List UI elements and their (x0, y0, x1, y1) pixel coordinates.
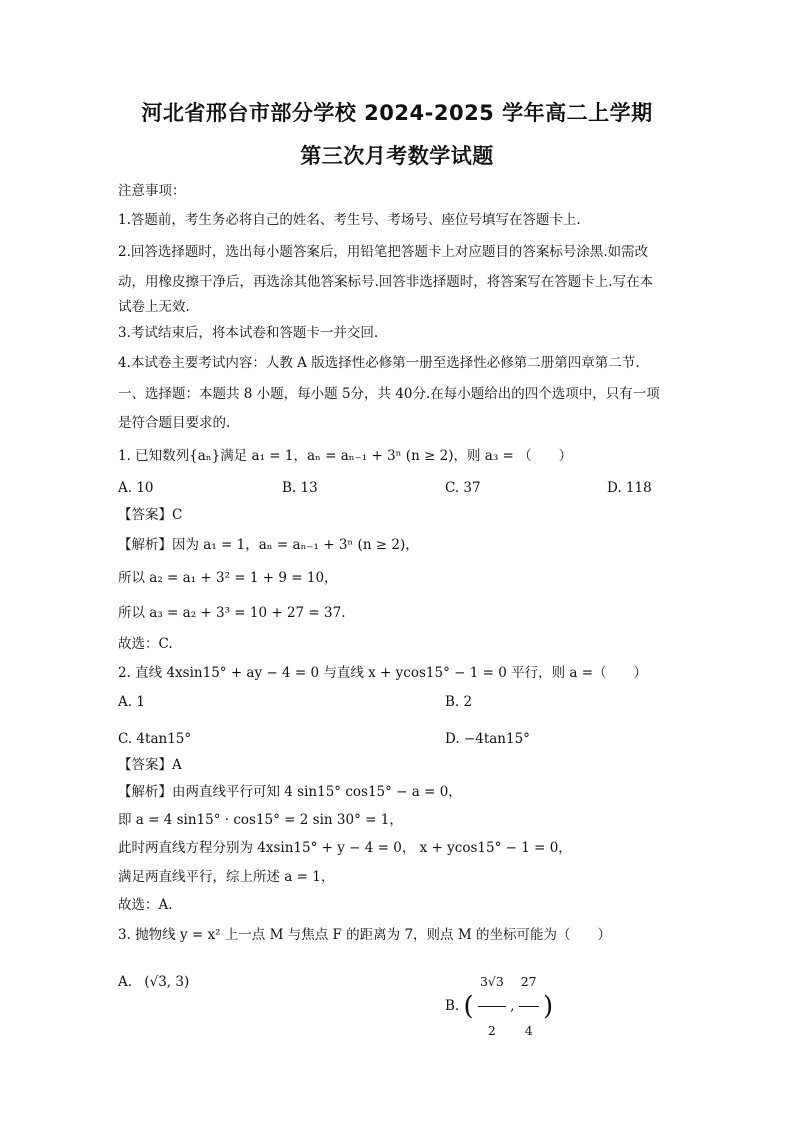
question-3-option-a-label: A. (118, 974, 133, 990)
question-3-option-b-label: B. (445, 998, 460, 1014)
question-3-option-a-value: (√3, 3) (144, 974, 190, 990)
question-2-solution-line3: 此时两直线方程分别为 4xsin15° + y − 4 = 0， x + ycos15° − 1 = 0， (118, 840, 572, 856)
question-1-stem: 1. 已知数列{aₙ}满足 a₁ = 1，aₙ = aₙ₋₁ + 3ⁿ (n ≥ 2)，则 a₃ = （ ） (118, 448, 573, 464)
question-1-option-a: A. 10 (118, 480, 154, 496)
question-1-solution-line2: 所以 a₂ = a₁ + 3² = 1 + 9 = 10， (118, 570, 338, 586)
note-4: 4.本试卷主要考试内容：人教 A 版选择性必修第一册至选择性必修第二册第四章第二节. (118, 355, 640, 371)
question-2-option-d: D. −4tan15° (445, 731, 530, 747)
question-1-solution-line4: 故选：C. (118, 636, 173, 652)
question-3-stem: 3. 抛物线 y = x² 上一点 M 与焦点 F 的距离为 7，则点 M 的坐标可能为（ ） (118, 927, 611, 943)
left-paren-symbol: ( (463, 991, 474, 1022)
fraction2-numerator: 27 (519, 958, 539, 1007)
note-2-line2: 动，用橡皮擦干净后，再选涂其他答案标号.回答非选择题时，将答案写在答题卡上.写在本 (118, 274, 654, 290)
question-3-option-b-fraction2 (519, 958, 539, 1055)
question-1-answer: 【答案】C (118, 507, 183, 523)
page-title-line2: 第三次月考数学试题 (300, 144, 494, 168)
question-2-option-c: C. 4tan15° (118, 731, 192, 747)
question-3-option-b-fraction1 (478, 958, 506, 1055)
question-2-solution-line1: 【解析】由两直线平行可知 4 sin15° cos15° − a = 0， (118, 784, 462, 800)
page-title-line1: 河北省邢台市部分学校 2024-2025 学年高二上学期 (141, 101, 653, 125)
right-paren-symbol: ) (542, 991, 554, 1022)
question-1-option-c: C. 37 (445, 480, 481, 496)
note-2-line3: 试卷上无效. (118, 299, 190, 315)
question-1-solution-line1: 【解析】因为 a₁ = 1，aₙ = aₙ₋₁ + 3ⁿ (n ≥ 2)， (118, 537, 419, 553)
comma-symbol: , (510, 998, 515, 1014)
question-2-answer: 【答案】A (118, 757, 182, 773)
question-2-solution-line5: 故选：A. (118, 897, 173, 913)
question-2-solution-line2: 即 a = 4 sin15° · cos15° = 2 sin 30° = 1， (118, 812, 403, 828)
question-3-option-b (445, 958, 553, 1055)
fraction2-denominator: 4 (524, 1023, 533, 1038)
question-2-option-b: B. 2 (445, 694, 473, 710)
question-2-stem: 2. 直线 4xsin15° + ay − 4 = 0 与直线 x + ycos15° − 1 = 0 平行，则 a =（ ） (118, 665, 648, 681)
question-3-option-a (118, 962, 189, 1002)
fraction1-numerator: 3√3 (478, 958, 506, 1007)
question-1-solution-line3: 所以 a₃ = a₂ + 3³ = 10 + 27 = 37. (118, 605, 346, 621)
question-1-option-b: B. 13 (282, 480, 318, 496)
section-heading-line1: 一、选择题：本题共 8 小题，每小题 5分，共 40分.在每小题给出的四个选项中，只有一项 (118, 386, 660, 402)
note-3: 3.考试结束后，将本试卷和答题卡一并交回. (118, 325, 379, 341)
section-heading-line2: 是符合题目要求的. (118, 415, 231, 431)
note-1: 1.答题前，考生务必将自己的姓名、考生号、考场号、座位号填写在答题卡上. (118, 212, 581, 228)
question-2-solution-line4: 满足两直线平行，综上所述 a = 1， (118, 869, 335, 885)
question-1-option-d: D. 118 (607, 480, 652, 496)
note-2-line1: 2.回答选择题时，选出每小题答案后，用铅笔把答题卡上对应题目的答案标号涂黑.如需改 (118, 244, 649, 260)
question-2-option-a: A. 1 (118, 694, 145, 710)
notes-heading: 注意事项： (118, 183, 186, 199)
fraction1-denominator: 2 (487, 1023, 496, 1038)
